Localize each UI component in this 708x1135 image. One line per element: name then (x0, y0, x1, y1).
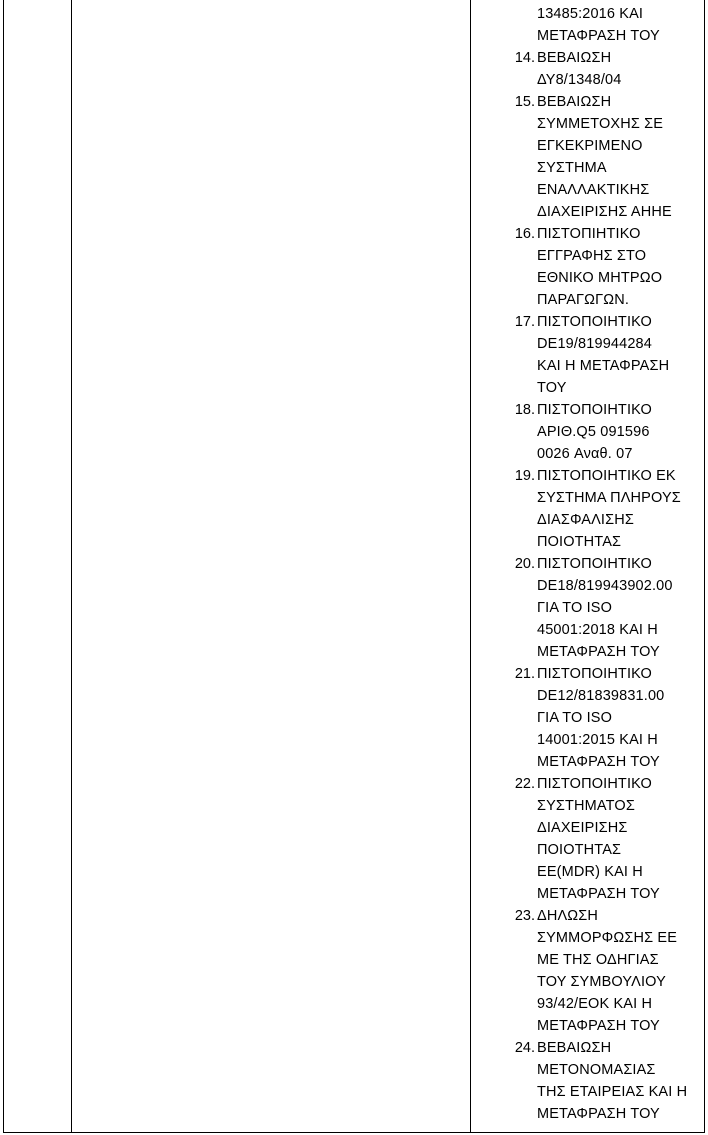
item-text: ΒΕΒΑΙΩΣΗ ΔΥ8/1348/04 (537, 50, 622, 88)
item-number: 16. (514, 226, 535, 242)
list-item (502, 47, 698, 91)
list-item (502, 3, 698, 47)
list-item (502, 905, 698, 1037)
item-text: ΠΙΣΤΟΠΟΙΗΤΙΚΟ DE19/819944284 ΚΑΙ Η ΜΕΤΑΦΡΑΣΗ ΤΟΥ (537, 314, 670, 396)
item-number: 14. (514, 50, 535, 66)
item-text: ΠΙΣΤΟΠΟΙΗΤΙΚΟ ΑΡΙΘ.Q5 091596 0026 Αναθ. 07 (537, 402, 652, 462)
item-text: ΔΗΛΩΣΗ ΣΥΜΜΟΡΦΩΣΗΣ ΕΕ ΜΕ ΤΗΣ ΟΔΗΓΙΑΣ ΤΟΥ ΣΥΜΒΟΥΛΙΟΥ 93/42/ΕΟΚ ΚΑΙ Η ΜΕΤΑΦΡΑΣΗ ΤΟΥ (537, 908, 678, 1034)
item-number: 17. (514, 314, 535, 330)
list-item (502, 553, 698, 663)
column-divider (470, 0, 471, 1132)
item-number: 18. (514, 402, 535, 418)
list-item (502, 399, 698, 465)
item-number: 20. (514, 556, 535, 572)
list-item (502, 465, 698, 553)
list-item (502, 311, 698, 399)
item-text: ΠΙΣΤΟΠΟΙΗΤΙΚΟ ΕΚ ΣΥΣΤΗΜΑ ΠΛΗΡΟΥΣ ΔΙΑΣΦΑΛΙΣΗΣ ΠΟΙΟΤΗΤΑΣ (537, 468, 681, 550)
item-text: ΠΙΣΤΟΠΟΙΗΤΙΚΟ DE12/81839831.00 ΓΙΑ ΤΟ ISO 14001:2015 ΚΑΙ Η ΜΕΤΑΦΡΑΣΗ ΤΟΥ (537, 666, 665, 770)
item-number: 15. (514, 94, 535, 110)
item-number: 22. (514, 776, 535, 792)
column-divider (71, 0, 72, 1132)
item-text: ΒΕΒΑΙΩΣΗ ΣΥΜΜΕΤΟΧΗΣ ΣΕ ΕΓΚΕΚΡΙΜΕΝΟ ΣΥΣΤΗΜΑ ΕΝΑΛΛΑΚΤΙΚΗΣ ΔΙΑΧΕΙΡΙΣΗΣ ΑΗΗΕ (537, 94, 672, 220)
item-number: 24. (514, 1040, 535, 1056)
item-text: ΠΙΣΤΟΠΟΙΗΤΙΚΟ ΣΥΣΤΗΜΑΤΟΣ ΔΙΑΧΕΙΡΙΣΗΣ ΠΟΙΟΤΗΤΑΣ EE(MDR) ΚΑΙ Η ΜΕΤΑΦΡΑΣΗ ΤΟΥ (537, 776, 660, 902)
item-text: 13485:2016 ΚΑΙ ΜΕΤΑΦΡΑΣΗ ΤΟΥ (537, 6, 660, 44)
list-item (502, 773, 698, 905)
list-item (502, 223, 698, 311)
item-number: 21. (514, 666, 535, 682)
list-item (502, 91, 698, 223)
item-text: ΠΙΣΤΟΠΟΙΗΤΙΚΟ DE18/819943902.00 ΓΙΑ ΤΟ ISO 45001:2018 ΚΑΙ Η ΜΕΤΑΦΡΑΣΗ ΤΟΥ (537, 556, 673, 660)
item-number: 23. (514, 908, 535, 924)
documents-list (502, 3, 698, 1125)
item-text: ΠΙΣΤΟΠΙΗΤΙΚΟ ΕΓΓΡΑΦΗΣ ΣΤΟ ΕΘΝΙΚΟ ΜΗΤΡΩΟ ΠΑΡΑΓΩΓΩΝ. (537, 226, 663, 308)
list-item (502, 1037, 698, 1125)
list-item (502, 663, 698, 773)
item-text: ΒΕΒΑΙΩΣΗ ΜΕΤΟΝΟΜΑΣΙΑΣ ΤΗΣ ΕΤΑΙΡΕΙΑΣ ΚΑΙ Η ΜΕΤΑΦΡΑΣΗ ΤΟΥ (537, 1040, 688, 1122)
item-number: 19. (514, 468, 535, 484)
